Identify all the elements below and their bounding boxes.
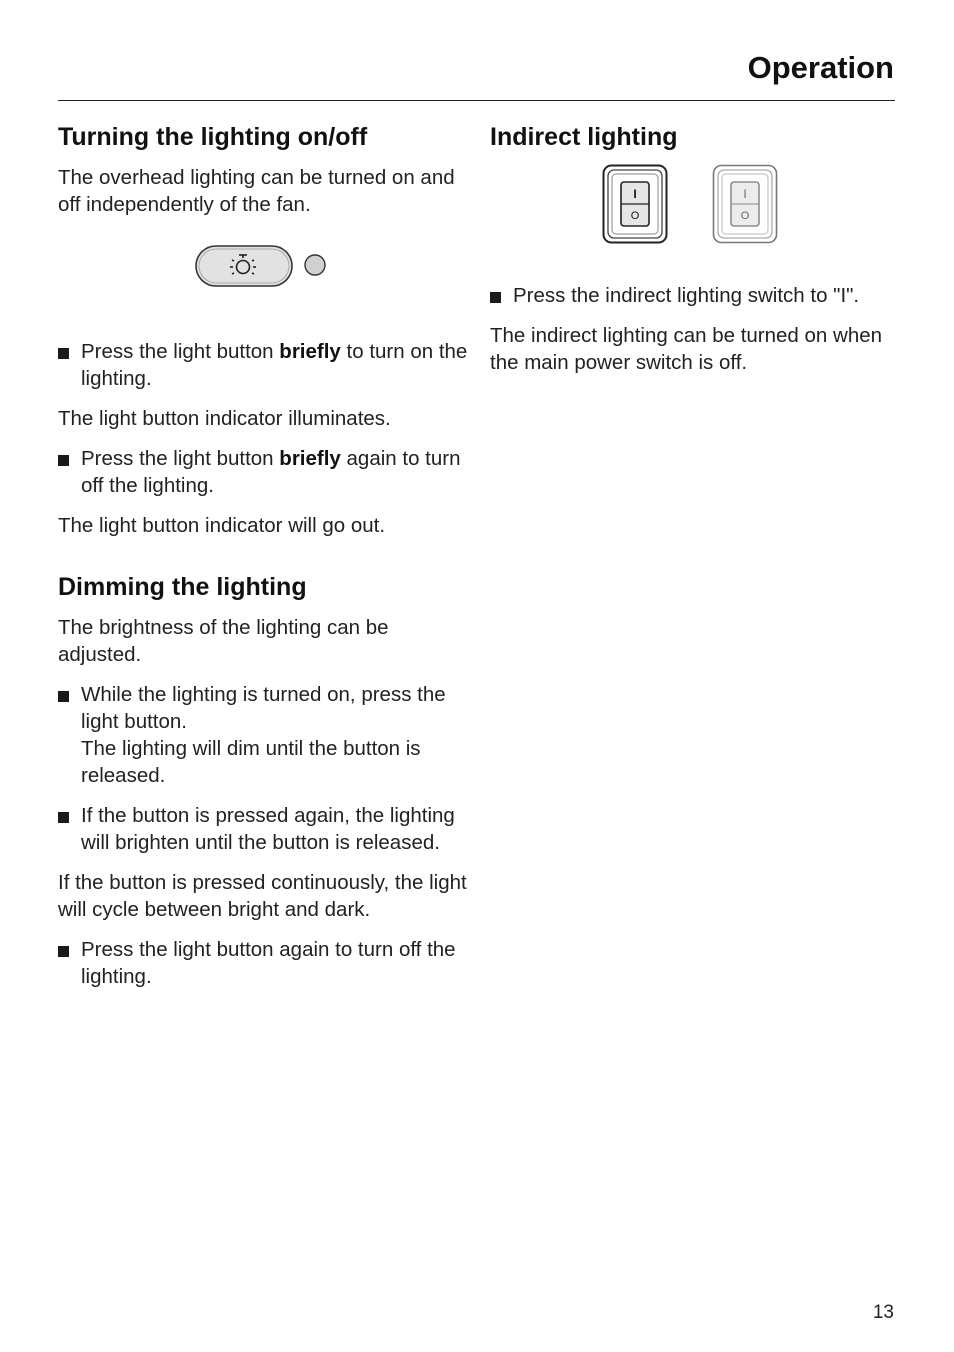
lighting-intro-text: The overhead lighting can be turned on and off independently of the fan. <box>58 166 455 216</box>
list-item: Press the light button again to turn off the lighting. <box>58 936 468 990</box>
section-title-lighting-on-off: Turning the lighting on/off <box>58 123 368 151</box>
cycle-text: If the button is pressed continuously, the light will cycle between bright and dark. <box>58 871 467 921</box>
left-column <box>58 122 468 1003</box>
section-title-indirect-lighting: Indirect lighting <box>490 123 678 151</box>
list-item: While the lighting is turned on, press the light button. The lighting will dim until the button is released. <box>58 681 468 789</box>
switch-illustration <box>490 164 900 272</box>
svg-text:O: O <box>630 210 640 222</box>
indicator-led-icon <box>305 255 325 275</box>
indirect-lighting-note: The indirect lighting can be turned on when the main power switch is off. <box>490 324 883 374</box>
light-button-icon <box>194 243 334 289</box>
bullet-icon <box>58 691 69 702</box>
list-item: If the button is pressed again, the lighting will brighten until the button is released. <box>58 802 468 856</box>
bullet-icon <box>58 348 69 359</box>
svg-text:O: O <box>740 210 750 222</box>
list-item: Press the light button briefly again to turn off the lighting. <box>58 445 468 499</box>
dimming-intro-text: The brightness of the lighting can be adjusted. <box>58 616 389 666</box>
light-button-illustration <box>58 238 468 324</box>
bullet-icon <box>58 455 69 466</box>
list-item: Press the indirect lighting switch to "I". <box>490 282 900 309</box>
rocker-switch-icon <box>712 164 778 244</box>
page-number: 13 <box>872 1302 894 1323</box>
indicator-off-text: The light button indicator will go out. <box>58 514 386 537</box>
header-divider <box>58 100 895 101</box>
svg-text:I: I <box>633 187 637 201</box>
rocker-switch-icon <box>602 164 668 244</box>
bullet-icon <box>58 946 69 957</box>
indicator-on-text: The light button indicator illuminates. <box>58 407 391 430</box>
bullet-icon <box>58 812 69 823</box>
svg-text:I: I <box>743 187 747 201</box>
page-title: Operation <box>747 50 894 85</box>
right-column <box>490 122 900 389</box>
bullet-icon <box>490 292 501 303</box>
list-item: Press the light button briefly to turn on the lighting. <box>58 338 468 392</box>
section-title-dimming: Dimming the lighting <box>58 573 307 601</box>
